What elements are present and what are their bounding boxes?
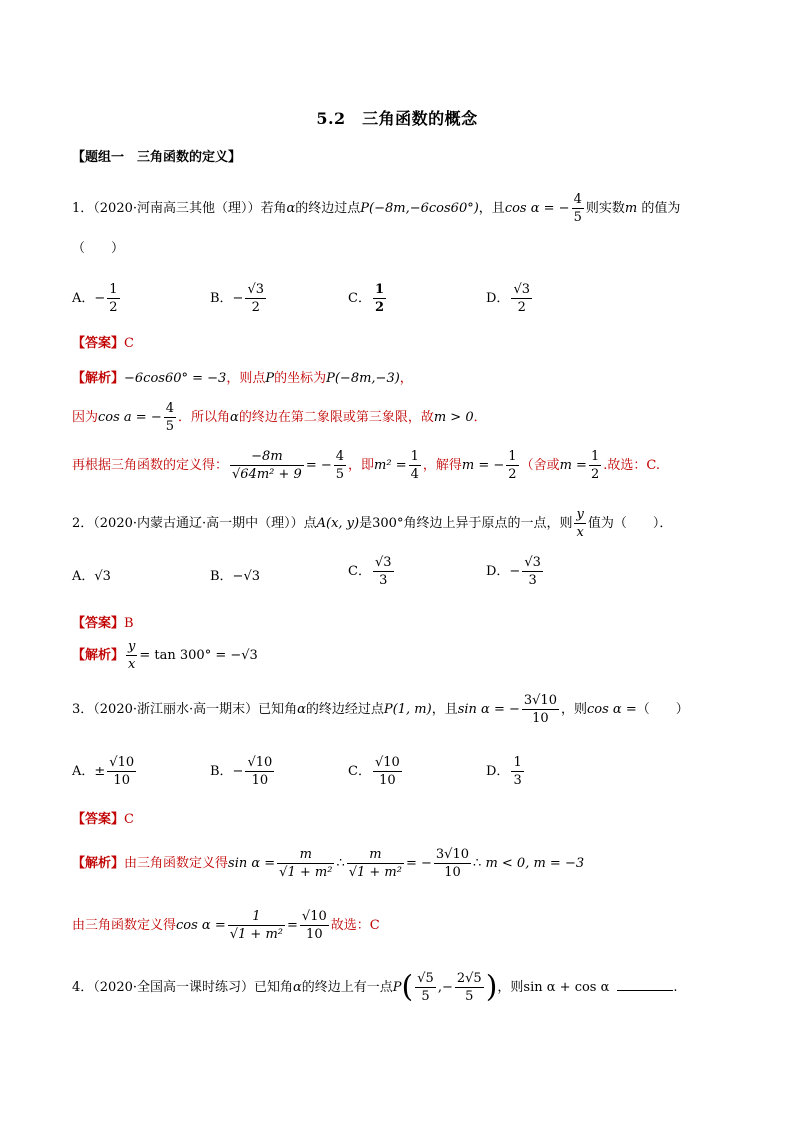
q2-frac [574, 506, 585, 541]
q3-frac [522, 692, 559, 727]
q3-a1-res: m < 0, m = −3 [485, 856, 585, 871]
q1-a2-num: 4 [165, 401, 175, 416]
q3-option-d-label: D． [486, 764, 510, 779]
q1-a3-frac3 [409, 448, 421, 483]
q1-a3-mid: ，即 [348, 458, 375, 473]
q2-option-a[interactable] [72, 565, 111, 584]
q4-d2: 5 [465, 989, 474, 1004]
q3-option-b-label: B．− [210, 764, 244, 779]
q1-a3-frac [230, 448, 304, 483]
q1-a3-den: √64m² + 9 [232, 467, 302, 482]
q2-option-d-label: D．− [486, 564, 521, 579]
q3-a1-num2: m [347, 846, 404, 864]
q1-a3-eq: = − [305, 458, 332, 473]
q4-right-paren: ) [485, 969, 498, 1005]
q1-mid: ，且 [478, 201, 505, 216]
q3-a1-den: √1 + m² [279, 865, 333, 880]
q1-end: 的值为 [641, 201, 681, 216]
q1-a3-n2: 4 [335, 449, 345, 464]
q1-a3-n5: 1 [590, 449, 600, 464]
q2-analysis-frac [126, 638, 137, 673]
q1-a3-pre: 再根据三角函数的定义得： [72, 458, 229, 473]
q1-option-b-frac [245, 281, 266, 316]
q3-option-b-num: √10 [247, 755, 273, 770]
q3-answer-tag: 【答案】 [72, 812, 125, 827]
question-3-stem [72, 692, 689, 727]
q1-a2-den: 5 [165, 419, 175, 434]
section-heading: 【题组一 三角函数的定义】 [72, 150, 242, 165]
q1-alpha: α [286, 201, 296, 216]
q4-expr: sin α + cos α [523, 980, 610, 995]
q2-option-c-num: √3 [374, 555, 392, 570]
q3-a2-frac2 [300, 908, 329, 943]
question-2-stem [72, 506, 672, 541]
q3-a2-num: 1 [228, 908, 285, 926]
q1-option-a-frac [107, 281, 119, 316]
q1-a3-mid2: ，解得 [422, 458, 462, 473]
q3-alpha: α [297, 702, 306, 717]
q1-a1-end: ， [399, 371, 413, 386]
q3-a1-frac2 [347, 846, 404, 881]
q2-den: x [576, 525, 584, 540]
q3-den: 10 [532, 711, 549, 726]
q3-a1-den2: √1 + m² [348, 865, 402, 880]
q1-a3-frac4 [506, 448, 518, 483]
q4-n2: 2√5 [456, 971, 482, 986]
q3-paren: （ ） [636, 702, 689, 717]
q1-a3-d2: 5 [335, 467, 345, 482]
q3-answer [72, 808, 134, 827]
q4-end: ，则 [497, 980, 524, 995]
q2-option-d[interactable] [486, 554, 545, 589]
q1-answer [72, 332, 134, 351]
q1-option-d-den: 2 [517, 300, 526, 315]
q3-a1-frac [277, 846, 334, 881]
q1-option-c-label: C． [348, 291, 371, 306]
q3-a1-eq: = − [405, 856, 432, 871]
q1-option-a-num: 1 [109, 282, 118, 297]
q3-option-d-num: 1 [513, 755, 522, 770]
q1-option-b-den: 2 [251, 300, 260, 315]
q2-option-d-num: √3 [524, 555, 541, 570]
q1-a3-n4: 1 [508, 449, 517, 464]
q1-answer-value: C [124, 336, 134, 351]
q4-frac1 [415, 970, 436, 1005]
q1-option-d-label: D． [486, 291, 510, 306]
q3-option-b[interactable] [210, 754, 276, 789]
q1-a3-tail: （舍或 [520, 458, 560, 473]
q4-left-paren: ( [401, 969, 414, 1005]
q1-a3-frac5 [589, 448, 601, 483]
q3-option-a-den: 10 [113, 773, 130, 788]
q1-analysis-tag: 【解析】 [72, 371, 125, 386]
q2-option-d-den: 3 [528, 573, 537, 588]
question-1-stem [72, 191, 680, 226]
q1-analysis-line-1 [72, 367, 413, 386]
q3-analysis-tag: 【解析】 [72, 856, 125, 871]
q3-option-c-num: √10 [374, 755, 400, 770]
q3-answer-value: C [124, 812, 134, 827]
q4-alpha: α [293, 980, 302, 995]
q3-option-d-den: 3 [513, 773, 522, 788]
q2-a-num: y [128, 639, 136, 654]
q1-a1-text: ，则点 [226, 371, 266, 386]
q1-a2-pre: 因为 [72, 410, 99, 425]
q1-option-c-frac [373, 281, 386, 316]
q1-a3-m2: m² = [374, 458, 407, 473]
q2-option-c-den: 3 [379, 573, 388, 588]
q3-a1-den3: 10 [444, 865, 461, 880]
q3-sin: sin α = − [457, 702, 520, 717]
q3-a1-num: m [277, 846, 334, 864]
q2-deg: 300° [372, 516, 404, 531]
q3-option-a-label: A．± [72, 764, 106, 779]
question-4-stem [72, 970, 678, 1005]
q1-a3-m: m = − [461, 458, 505, 473]
q1-pre-point: 的终边过点 [295, 201, 361, 216]
q1-a1-expr: −6cos60° = −3 [124, 371, 227, 386]
q3-a2-end: 故选：C [330, 918, 380, 933]
q3-a1-pre: 由三角函数定义得 [124, 856, 229, 871]
q3-a1-num3: 3√10 [435, 847, 470, 862]
q2-option-c-label: C． [348, 564, 371, 579]
q1-analysis-line-2 [72, 400, 487, 435]
q3-end: ，则 [560, 702, 587, 717]
q2-option-c[interactable] [348, 554, 396, 589]
q3-option-c-frac [373, 754, 402, 789]
q2-a-expr: = tan 300° = −√3 [139, 648, 258, 663]
q3-option-b-frac [245, 754, 274, 789]
q1-option-c-num: 1 [374, 282, 384, 297]
q2-stem-text: 2．（2020·内蒙古通辽·高一期中（理））点 [72, 516, 317, 531]
q1-option-b[interactable] [210, 281, 268, 316]
q2-option-b[interactable] [210, 565, 260, 584]
q3-a1-sep: ∴ [336, 856, 345, 871]
q2-point: A(x, y) [316, 516, 360, 531]
q3-option-a-frac [107, 754, 136, 789]
q1-a3-m2b: m = [559, 458, 587, 473]
q1-a3-frac2 [334, 448, 346, 483]
q4-mid: 的终边上有一点 [301, 980, 393, 995]
q1-option-a-den: 2 [109, 300, 118, 315]
q1-a3-d5: 2 [590, 467, 600, 482]
q3-option-a[interactable] [72, 754, 138, 789]
q1-analysis-line-3 [72, 448, 660, 483]
q4-answer-blank[interactable] [617, 990, 673, 991]
q3-option-a-num: √10 [109, 755, 135, 770]
q1-a3-end: .故选：C. [603, 458, 660, 473]
q1-option-a-label: A．− [72, 291, 106, 306]
q4-d1: 5 [421, 989, 430, 1004]
q3-option-c[interactable] [348, 754, 404, 789]
q4-frac2 [455, 970, 484, 1005]
q2-answer [72, 612, 134, 631]
q2-option-d-frac [522, 554, 543, 589]
q1-option-a[interactable] [72, 281, 122, 316]
q2-option-c-frac [373, 554, 394, 589]
q1-option-d-num: √3 [513, 282, 530, 297]
q4-comma: ,− [437, 980, 453, 995]
q1-a1-text2: 的坐标为 [274, 371, 327, 386]
q2-a-den: x [128, 657, 136, 672]
q1-option-d[interactable] [486, 281, 534, 316]
q3-a2-den2: 10 [306, 927, 323, 942]
q1-cos: cos α = − [504, 201, 570, 216]
q3-analysis-line-2 [72, 908, 380, 943]
q2-num: y [576, 507, 584, 522]
q3-a1-frac3 [434, 846, 471, 881]
q1-a2-cos: cos a = − [98, 410, 162, 425]
q1-a2-m: m > 0 [433, 410, 474, 425]
q1-option-c[interactable] [348, 281, 388, 316]
page-title: 5.2 三角函数的概念 [316, 109, 478, 128]
q1-a2-alpha: α [230, 410, 239, 425]
q2-analysis-tag: 【解析】 [72, 648, 125, 663]
q3-analysis-line-1 [72, 846, 584, 881]
q4-n1: √5 [417, 971, 434, 986]
q3-cos: cos α = [587, 702, 637, 717]
q3-num: 3√10 [523, 693, 557, 708]
q1-a1-p: P [265, 371, 275, 386]
q1-option-c-den: 2 [374, 300, 384, 315]
q3-a2-num2: √10 [301, 909, 327, 924]
q1-option-b-label: B．− [210, 291, 244, 306]
q2-end: 值为（ ）． [587, 516, 673, 531]
q3-stem-text: 3．（2020·浙江丽水·高一期末）已知角 [72, 702, 298, 717]
q1-paren: （ ） [72, 241, 125, 256]
q3-point: P(1, m) [383, 702, 432, 717]
q1-fraction [572, 191, 584, 226]
q1-stem-text: 1．（2020·河南高三其他（理））若角 [72, 201, 287, 216]
q3-option-c-label: C． [348, 764, 371, 779]
q1-option-b-num: √3 [247, 282, 265, 297]
q1-tail: 则实数 [585, 201, 625, 216]
q2-option-b-label: B．−√3 [210, 569, 261, 584]
q1-answer-tag: 【答案】 [72, 336, 125, 351]
q1-a2-end: ． [473, 410, 487, 425]
q3-option-b-den: 10 [251, 773, 269, 788]
q1-m: m [624, 201, 638, 216]
q2-answer-value: B [124, 616, 134, 631]
q1-frac-num: 4 [573, 192, 582, 207]
q1-a2-frac [164, 400, 176, 435]
q1-frac-den: 5 [573, 210, 582, 225]
q1-a3-n3: 1 [410, 449, 419, 464]
q2-answer-tag: 【答案】 [72, 616, 125, 631]
q3-a2-cos: cos α = [176, 918, 226, 933]
q3-option-c-den: 10 [379, 773, 396, 788]
q1-a2-text: 的终边在第二象限或第三象限，故 [238, 410, 434, 425]
q3-a2-pre: 由三角函数定义得 [72, 918, 177, 933]
q2-analysis [72, 638, 258, 673]
q2-mid: 是 [359, 516, 373, 531]
q2-option-a-label: A． [72, 569, 95, 584]
q4-stem-text: 4．（2020·全国高一课时练习）已知角 [72, 980, 293, 995]
q1-a3-d4: 2 [508, 467, 517, 482]
q1-option-d-frac [511, 281, 532, 316]
q1-a2-mid: ．所以角 [178, 410, 231, 425]
q3-a2-frac [228, 908, 285, 943]
q1-a1-coord: P(−8m,−3) [326, 371, 400, 386]
q3-mid2: ，且 [431, 702, 458, 717]
q3-a2-eq: = [287, 918, 298, 933]
q1-a3-d3: 4 [410, 467, 419, 482]
q1-point: P(−8m,−6cos60°) [360, 201, 479, 216]
q3-option-d[interactable] [486, 754, 526, 789]
q3-a1-sin: sin α = [228, 856, 276, 871]
q3-a1-sep2: ∴ [473, 856, 482, 871]
q3-mid: 的终边经过点 [305, 702, 384, 717]
q3-option-d-frac [511, 754, 523, 789]
q2-mid2: 角终边上异于原点的一点，则 [403, 516, 573, 531]
q4-period: . [673, 980, 678, 995]
q3-a2-den: √1 + m² [229, 927, 283, 942]
q1-a3-num: −8m [230, 448, 304, 466]
q2-option-a-val: √3 [94, 569, 111, 584]
q4-p: P [392, 980, 402, 995]
